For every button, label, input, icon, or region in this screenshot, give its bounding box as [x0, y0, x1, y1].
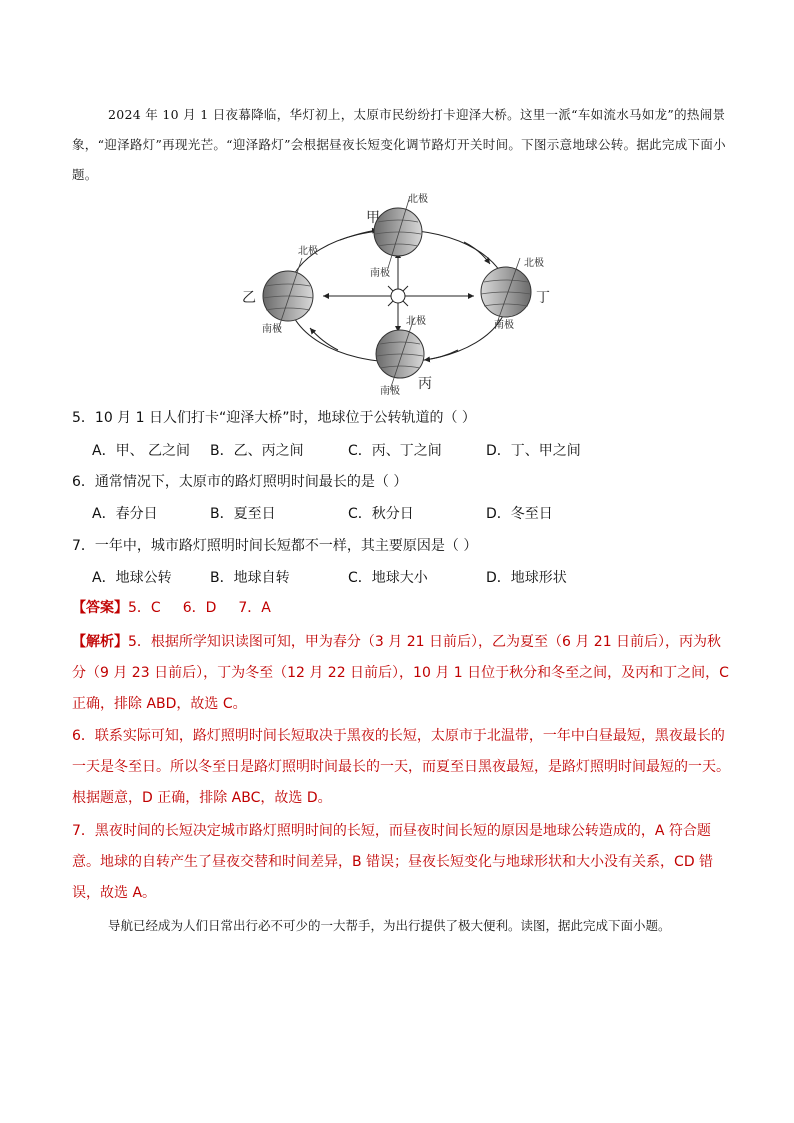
- answer-7: 7．A: [238, 600, 271, 616]
- sun-icon: [388, 286, 408, 306]
- south-pole-jia: 南极: [370, 268, 390, 279]
- earth-revolution-diagram: [228, 188, 548, 400]
- explanation-6: [72, 721, 732, 814]
- explanation-7-text: 7．黑夜时间的长短决定城市路灯照明时间的长短，而昼夜时间长短的原因是地球公转造成的，A 符合题意。地球的自转产生了昼夜交替和时间差异，B 错误；昼夜长短变化与地球形状和大小没有关系，CD 错误，故选 A。: [72, 823, 714, 901]
- answer-5: 5．C: [128, 600, 161, 616]
- question-6-option-b: B．夏至日: [210, 506, 276, 522]
- south-pole-yi: 南极: [262, 324, 282, 335]
- question-6-option-d: D．冬至日: [486, 506, 553, 522]
- explanation-5: [72, 627, 732, 720]
- question-5-option-c: C．丙、丁之间: [348, 443, 442, 459]
- question-6-option-a: A．春分日: [92, 506, 158, 522]
- explanation-7: [72, 816, 732, 909]
- question-7-option-b: B．地球自转: [210, 570, 290, 586]
- explanation-label: 【解析】: [72, 634, 128, 650]
- intro-passage: [72, 100, 732, 190]
- globe-bing: [376, 318, 424, 390]
- answer-label: 【答案】: [72, 600, 128, 616]
- question-5-option-a: A．甲、 乙之间: [92, 443, 191, 459]
- label-yi: 乙: [242, 290, 256, 306]
- south-pole-bing: 南极: [380, 386, 400, 397]
- label-bing: 丙: [418, 376, 432, 392]
- north-pole-ding: 北极: [524, 258, 544, 269]
- label-jia: 甲: [366, 210, 380, 226]
- question-7-stem: 7．一年中，城市路灯照明时间长短都不一样，其主要原因是（ ）: [72, 538, 478, 554]
- answer-6: 6．D: [182, 600, 217, 616]
- label-ding: 丁: [536, 290, 550, 306]
- north-pole-yi: 北极: [298, 246, 318, 257]
- answer-line: [72, 598, 293, 618]
- question-6-option-c: C．秋分日: [348, 506, 414, 522]
- question-5-option-b: B．乙、丙之间: [210, 443, 304, 459]
- explanation-5-text: 5．根据所学知识读图可知，甲为春分（3 月 21 日前后），乙为夏至（6 月 21 日前后），丙为秋分（9 月 23 日前后），丁为冬至（12 月 22 日前后），10 月 1 日位于秋分和冬至之间，及丙和丁之间，C 正确，排除 ABD，故选 C。: [72, 634, 729, 712]
- question-7-option-d: D．地球形状: [486, 570, 567, 586]
- question-6-stem: 6．通常情况下，太原市的路灯照明时间最长的是（ ）: [72, 474, 408, 490]
- next-section-intro: 导航已经成为人们日常出行必不可少的一大帮手，为出行提供了极大便利。读图，据此完成下面小题。: [108, 918, 671, 933]
- question-7-option-c: C．地球大小: [348, 570, 428, 586]
- question-7-option-a: A．地球公转: [92, 570, 172, 586]
- question-5-stem: 5．10 月 1 日人们打卡“迎泽大桥”时，地球位于公转轨道的（ ）: [72, 410, 476, 426]
- globe-yi: [263, 258, 313, 330]
- intro-text: 2024 年 10 月 1 日夜幕降临，华灯初上，太原市民纷纷打卡迎泽大桥。这里一派“车如流水马如龙”的热闹景象，“迎泽路灯”再现光芒。“迎泽路灯”会根据昼夜长短变化调节路灯开关时间。下图示意地球公转。据此完成下面小题。: [72, 107, 726, 182]
- south-pole-ding: 南极: [494, 320, 514, 331]
- orbit-arrow-bottom: [424, 350, 458, 360]
- north-pole-jia: 北极: [408, 194, 428, 205]
- question-5-option-d: D．丁、甲之间: [486, 443, 581, 459]
- north-pole-bing: 北极: [406, 316, 426, 327]
- explanation-6-text: 6．联系实际可知，路灯照明时间长短取决于黑夜的长短，太原市于北温带，一年中白昼最短，黑夜最长的一天是冬至日。所以冬至日是路灯照明时间最长的一天，而夏至日黑夜最短，是路灯照明时间最短的一天。根据题意，D 正确，排除 ABC，故选 D。: [72, 728, 730, 806]
